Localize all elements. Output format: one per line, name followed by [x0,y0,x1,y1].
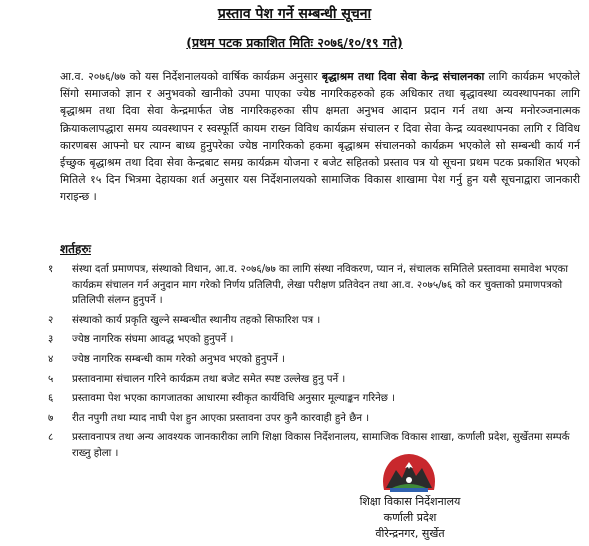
terms-item [48,430,578,461]
terms-item [48,391,578,407]
nepal-government-emblem-icon [378,450,440,494]
signature-block [330,494,490,542]
terms-item-text: संस्था दर्ता प्रमाणपत्र, संस्थाको विधान, आ.व. २०७६/७७ का लागि संस्था नविकरण, प्यान नं, संचालक समितिले प्रस्तावमा समावेश भएका कार्यक्रम संचालन गर्न अनुदान माग गरेको निर्णय प्रतिलिपी, लेखा परीक्षण प्रतिवेदन तथा आ.व. २०७५/७६ को कर चुक्ताको प्रमाणपत्रको प्रतिलिपी संलग्न हुनुपर्ने । [72,264,569,307]
terms-item-text: प्रस्तावनापत्र तथा अन्य आवश्यक जानकारीका लागि शिक्षा विकास निर्देशनालय, सामाजिक विकास शाखा, कर्णाली प्रदेश, सुर्खेतमा सम्पर्क राख्नु होला । [72,432,570,459]
terms-item [48,352,578,368]
notice-title-text: प्रस्ताव पेश गर्ने सम्बन्धी सूचना [217,6,372,22]
notice-subtitle [0,34,589,51]
signature-location: वीरेन्द्रनगर, सुर्खेत [375,527,445,540]
terms-item-number: ३ [48,334,54,346]
signature-office: शिक्षा विकास निर्देशनालय [359,495,461,508]
terms-item-text: रीत नपुगी तथा म्याद नाघी पेश हुन आएका प्रस्तावना उपर कुनै कारवाही हुने छैन । [72,412,370,424]
terms-item-number: ८ [48,432,54,444]
terms-item-text: प्रस्तावमा पेश भएका कागजातका आधारमा स्वीकृत कार्यविधि अनुसार मूल्याङ्कन गरिनेछ । [72,393,396,405]
signature-province: कर्णाली प्रदेश [383,511,437,524]
terms-item-number: ७ [48,412,54,424]
terms-item-text: प्रस्तावनामा संचालन गरिने कार्यक्रम तथा बजेट समेत स्पष्ट उल्लेख हुनु पर्ने । [72,373,346,385]
notice-title [0,4,589,23]
terms-item-text: संस्थाको कार्य प्रकृति खुल्ने सम्बन्धीत स्थानीय तहको सिफारिश पत्र । [72,314,321,326]
terms-item-text: ज्येष्ठ नागरिक संघमा आवद्ध भएको हुनुपर्ने । [72,334,234,346]
terms-item-number: ५ [48,373,54,385]
terms-item [48,332,578,348]
terms-item [48,411,578,427]
notice-subtitle-text: (प्रथम पटक प्रकाशित मितिः २०७६/१०/१९ गते) [186,35,403,50]
intro-text-part2: लागि कार्यक्रम भएकोले सिंगो समाजको ज्ञान र अनुभवको खानीको उपमा पाएका ज्येष्ठ नागरिकहरुको हक अधिकार तथा बृद्धावस्था व्यवस्थापनका लागि बृद्धाश्रम तथा दिवा सेवा केन्द्रमार्फत जेष्ठ नागरिकहरुका सीप क्षमता अनुभव आदान प्रदान गर्न तथा अन्य मनोरञ्जनात्मक क्रियाकलापद्धारा समय व्यवस्थापन र स्वस्फूर्ति कायम राख्न विविध कार्यक्रम संचालन र दिवा सेवा केन्द्र व्यवस्थापनका लागि र विविध कारणबस आफ्नो घर त्याग्न बाध्य हुनुपरेका ज्येष्ठ नागरिकको हकमा बृद्धाश्रम संचालनको कार्यक्रम भएकोले सो सम्बन्धी कार्य गर्न ईच्छुक बृद्धाश्रम तथा दिवा सेवा केन्द्रबाट समग्र कार्यक्रम योजना र बजेट सहितको प्रस्ताव पत्र यो सूचना प्रथम पटक प्रकाशित भएको मितिले १५ दिन भित्रमा देहायका शर्त अनुसार यस निर्देशनालयको सामाजिक विकास शाखामा पेश गर्नु हुन यसै सूचनाद्वारा जानकारी गराइन्छ । [60,70,580,204]
terms-list [48,262,578,466]
intro-text-bold: बृद्धाश्रम तथा दिवा सेवा केन्द्र संचालनका [321,70,485,83]
terms-item [48,313,578,329]
terms-item-number: २ [48,314,54,326]
terms-item [48,372,578,388]
intro-text-part1: आ.व. २०७६/७७ को यस निर्देशनालयको वार्षिक कार्यक्रम अनुसार [60,70,322,83]
terms-item-number: ४ [48,353,54,365]
terms-heading: शर्तहरुः [60,242,91,256]
terms-item-text: ज्येष्ठ नागरिक सम्बन्धी काम गरेको अनुभव भएको हुनुपर्ने । [72,353,285,365]
intro-paragraph [60,68,580,206]
terms-item-number: ६ [48,393,54,405]
terms-item [48,262,578,309]
terms-item-number: १ [48,264,54,275]
